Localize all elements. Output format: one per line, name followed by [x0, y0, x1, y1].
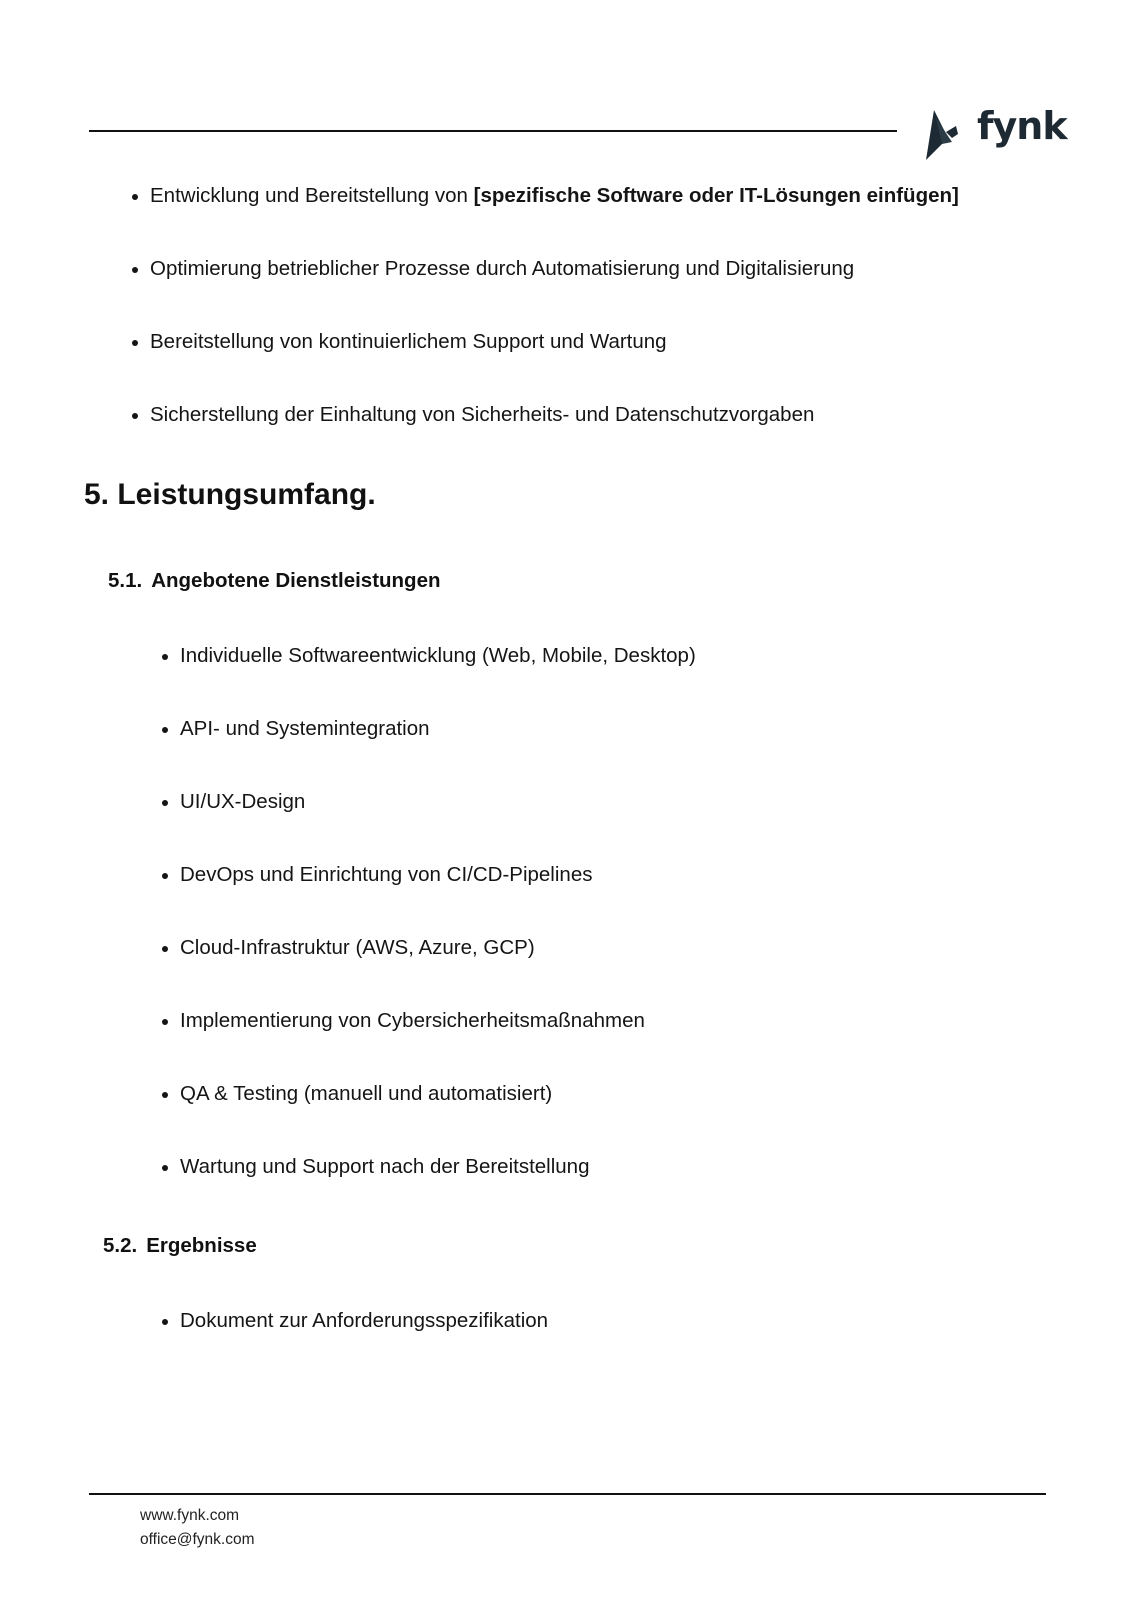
footer-website: www.fynk.com: [140, 1507, 240, 1524]
list-item: Cloud-Infrastruktur (AWS, Azure, GCP): [180, 936, 535, 959]
list-item-text: Entwicklung und Bereitstellung von: [150, 184, 474, 207]
list-item: Sicherstellung der Einhaltung von Sicherheits- und Datenschutzvorgaben: [150, 403, 815, 426]
logo-wordmark: fynk: [977, 104, 1067, 148]
list-item: Implementierung von Cybersicherheitsmaßnahmen: [180, 1009, 645, 1032]
fynk-logo: [922, 104, 1067, 160]
list-item: QA & Testing (manuell und automatisiert): [180, 1082, 553, 1105]
bird-logo-icon: [922, 108, 974, 160]
list-item: DevOps und Einrichtung von CI/CD-Pipelines: [180, 863, 593, 886]
list-item: Bereitstellung von kontinuierlichem Support und Wartung: [150, 330, 667, 353]
header-divider: [89, 130, 897, 132]
list-item: Optimierung betrieblicher Prozesse durch Automatisierung und Digitalisierung: [150, 257, 855, 280]
placeholder-text: [spezifische Software oder IT-Lösungen einfügen]: [473, 184, 959, 207]
subsection-heading: [103, 1234, 257, 1258]
list-item: [150, 183, 959, 209]
footer-email: office@fynk.com: [140, 1531, 255, 1548]
subsection-number: 5.1.: [108, 569, 143, 592]
section-heading: 5. Leistungsumfang.: [84, 478, 376, 511]
list-item: API- und Systemintegration: [180, 717, 430, 740]
subsection-heading: [108, 569, 441, 593]
list-item: Dokument zur Anforderungsspezifikation: [180, 1309, 549, 1332]
list-item: Wartung und Support nach der Bereitstellung: [180, 1155, 590, 1178]
subsection-title: Ergebnisse: [146, 1234, 257, 1257]
list-item: Individuelle Softwareentwicklung (Web, Mobile, Desktop): [180, 644, 696, 667]
subsection-title: Angebotene Dienstleistungen: [151, 569, 441, 592]
subsection-number: 5.2.: [103, 1234, 138, 1257]
footer-divider: [89, 1493, 1046, 1495]
list-item: UI/UX-Design: [180, 790, 306, 813]
